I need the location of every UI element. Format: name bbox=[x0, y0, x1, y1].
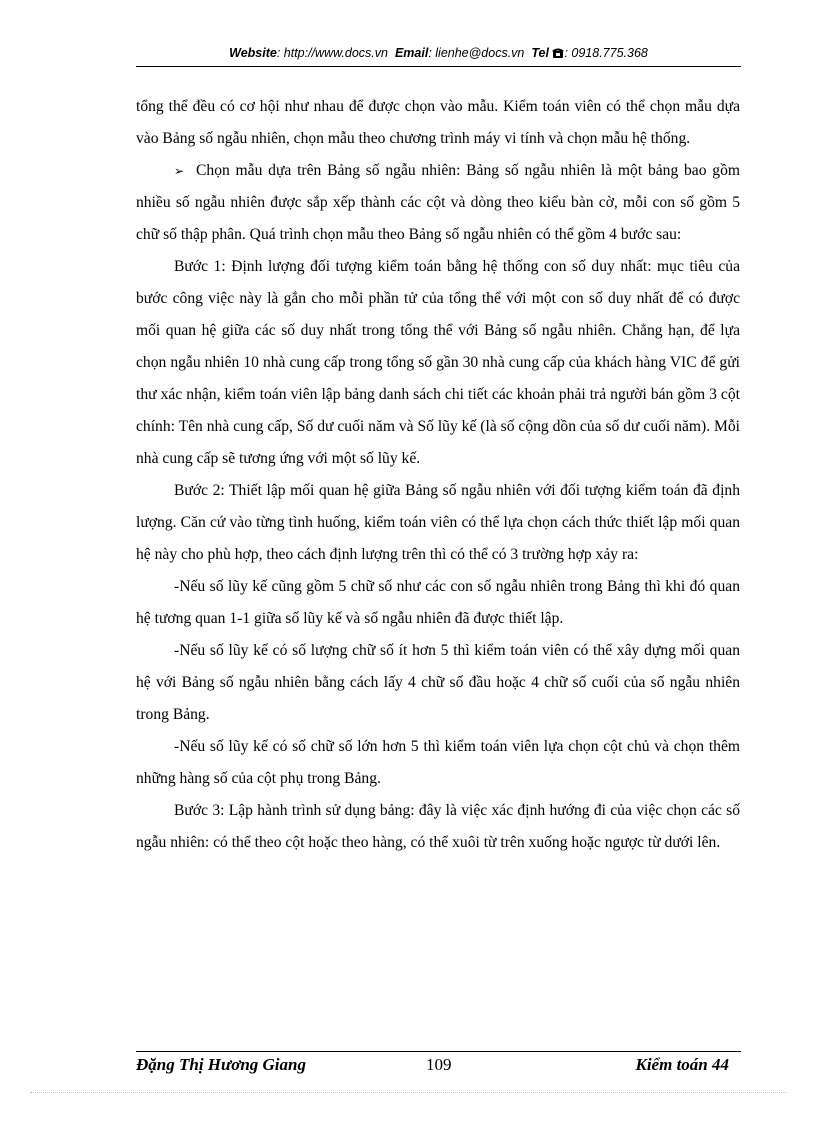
website-label: Website bbox=[229, 46, 277, 60]
email-label: Email bbox=[394, 46, 429, 60]
bullet-text: Chọn mẫu dựa trên Bảng số ngẫu nhiên: Bảng số ngẫu nhiên là một bảng bao gồm nhiều số ngẫu nhiên được sắp xếp thành các cột và dòng theo kiểu bàn cờ, mỗi con số gồm 5 chữ số thập phân. Quá trình chọn mẫu theo Bảng số ngẫu nhiên có thể gồm 4 bước sau: bbox=[136, 162, 740, 243]
page-number: 109 bbox=[426, 1055, 452, 1074]
footer-course: Kiểm toán 44 bbox=[635, 1055, 729, 1074]
bullet-paragraph bbox=[136, 155, 740, 251]
tel-label: Tel bbox=[531, 46, 549, 60]
tel-value: : 0918.775.368 bbox=[564, 46, 648, 60]
website-value: : http://www.docs.vn bbox=[276, 46, 388, 60]
page-bottom-border bbox=[30, 1092, 786, 1093]
paragraph: Bước 2: Thiết lập mối quan hệ giữa Bảng số ngẫu nhiên với đối tượng kiểm toán đã định lượng. Căn cứ vào từng tình huống, kiểm toán viên có thể lựa chọn cách thức thiết lập mối quan hệ này cho phù hợp, theo cách định lượng trên thì có thể có 3 trường hợp xảy ra: bbox=[136, 482, 740, 563]
page-footer bbox=[136, 1055, 741, 1079]
header-divider bbox=[136, 66, 741, 67]
paragraph: -Nếu số lũy kế có số chữ số lớn hơn 5 thì kiểm toán viên lựa chọn cột chủ và chọn thêm những hàng số của cột phụ trong Bảng. bbox=[136, 738, 740, 787]
paragraph: Bước 3: Lập hành trình sử dụng bảng: đây là việc xác định hướng đi của việc chọn các số ngẫu nhiên: có thể theo cột hoặc theo hàng, có thể xuôi từ trên xuống hoặc ngược từ dưới lên. bbox=[136, 802, 740, 851]
footer-divider bbox=[136, 1051, 741, 1052]
arrow-bullet-icon: ➢ bbox=[174, 164, 185, 178]
paragraph: Bước 1: Định lượng đối tượng kiểm toán bằng hệ thống con số duy nhất: mục tiêu của bước công việc này là gắn cho mỗi phần tử của tổng thể với một con số duy nhất để có được mối quan hệ giữa các số duy nhất trong tổng thể với Bảng số ngẫu nhiên. Chẳng hạn, để lựa chọn ngẫu nhiên 10 nhà cung cấp trong tổng số gần 30 nhà cung cấp của khách hàng VIC để gửi thư xác nhận, kiểm toán viên lập bảng danh sách chi tiết các khoản phải trả người bán gồm 3 cột chính: Tên nhà cung cấp, Số dư cuối năm và Số lũy kế (là số cộng dồn của số dư cuối năm). Mỗi nhà cung cấp sẽ tương ứng với một số lũy kế. bbox=[136, 258, 740, 467]
footer-author: Đặng Thị Hương Giang bbox=[136, 1055, 306, 1074]
page-header bbox=[136, 46, 741, 62]
document-body bbox=[136, 91, 740, 859]
paragraph: -Nếu số lũy kế cũng gồm 5 chữ số như các con số ngẫu nhiên trong Bảng thì khi đó quan hệ tương quan 1-1 giữa số lũy kế và số ngẫu nhiên đã được thiết lập. bbox=[136, 578, 740, 627]
telephone-icon bbox=[552, 47, 564, 62]
paragraph: -Nếu số lũy kế có số lượng chữ số ít hơn 5 thì kiểm toán viên có thể xây dựng mối quan hệ với Bảng số ngẫu nhiên bằng cách lấy 4 chữ số đầu hoặc 4 chữ số cuối của số ngẫu nhiên trong Bảng. bbox=[136, 642, 740, 723]
paragraph: tổng thể đều có cơ hội như nhau để được chọn vào mẫu. Kiểm toán viên có thể chọn mẫu dựa vào Bảng số ngẫu nhiên, chọn mẫu theo chương trình máy vi tính và chọn mẫu hệ thống. bbox=[136, 98, 740, 147]
email-value: : lienhe@docs.vn bbox=[428, 46, 525, 60]
